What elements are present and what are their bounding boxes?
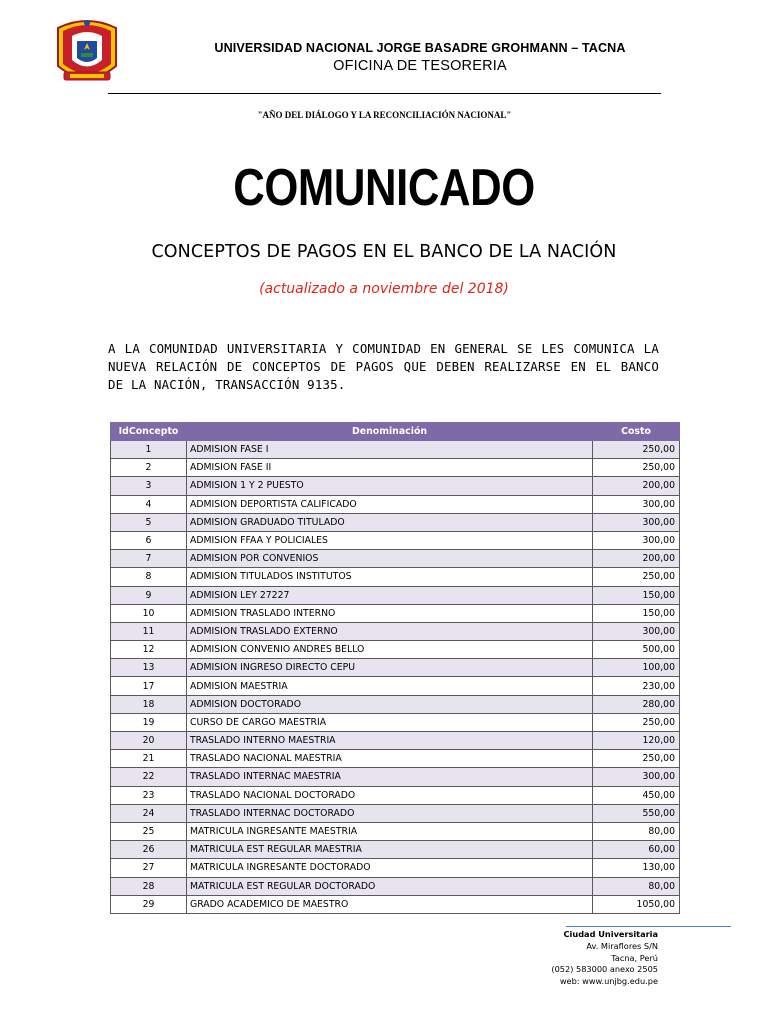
cell-name: GRADO ACADEMICO DE MAESTRO	[187, 895, 593, 913]
cell-id: 11	[111, 622, 187, 640]
cell-name: ADMISION GRADUADO TITULADO	[187, 513, 593, 531]
cell-name: ADMISION DOCTORADO	[187, 695, 593, 713]
cell-name: ADMISION POR CONVENIOS	[187, 550, 593, 568]
footer-city: Ciudad Universitaria	[563, 929, 658, 939]
footer-phone: (052) 583000 anexo 2505	[551, 964, 658, 975]
cell-id: 21	[111, 750, 187, 768]
cell-cost: 100,00	[593, 659, 680, 677]
cell-id: 5	[111, 513, 187, 531]
cell-id: 12	[111, 641, 187, 659]
cell-name: ADMISION FASE I	[187, 441, 593, 459]
table-row	[111, 659, 680, 677]
footer-address	[480, 929, 658, 988]
cell-cost: 450,00	[593, 786, 680, 804]
cell-name: ADMISION CONVENIO ANDRES BELLO	[187, 641, 593, 659]
cell-name: ADMISION TRASLADO EXTERNO	[187, 622, 593, 640]
cell-name: ADMISION LEY 27227	[187, 586, 593, 604]
year-motto: "AÑO DEL DIÁLOGO Y LA RECONCILIACIÓN NACIONAL"	[257, 110, 512, 120]
footer-location: Tacna, Perú	[611, 952, 658, 963]
cell-name: ADMISION FASE II	[187, 459, 593, 477]
cell-id: 20	[111, 732, 187, 750]
table-row	[111, 804, 680, 822]
table-row	[111, 768, 680, 786]
cell-name: TRASLADO INTERNAC DOCTORADO	[187, 804, 593, 822]
cell-id: 10	[111, 604, 187, 622]
footer-divider	[566, 926, 731, 927]
table-row	[111, 459, 680, 477]
column-header-name: Denominación	[187, 423, 593, 441]
cell-id: 9	[111, 586, 187, 604]
cell-cost: 230,00	[593, 677, 680, 695]
cell-cost: 300,00	[593, 531, 680, 549]
cell-cost: 300,00	[593, 768, 680, 786]
cell-id: 13	[111, 659, 187, 677]
cell-name: MATRICULA INGRESANTE DOCTORADO	[187, 859, 593, 877]
cell-name: MATRICULA EST REGULAR MAESTRIA	[187, 841, 593, 859]
cell-cost: 280,00	[593, 695, 680, 713]
cell-cost: 150,00	[593, 604, 680, 622]
office-name: OFICINA DE TESORERIA	[333, 58, 507, 74]
cell-id: 6	[111, 531, 187, 549]
cell-cost: 300,00	[593, 622, 680, 640]
cell-cost: 250,00	[593, 713, 680, 731]
table-row	[111, 786, 680, 804]
cell-id: 22	[111, 768, 187, 786]
cell-id: 19	[111, 713, 187, 731]
cell-cost: 250,00	[593, 441, 680, 459]
cell-name: ADMISION TITULADOS INSTITUTOS	[187, 568, 593, 586]
cell-name: TRASLADO INTERNO MAESTRIA	[187, 732, 593, 750]
cell-cost: 300,00	[593, 495, 680, 513]
announcement-paragraph: A LA COMUNIDAD UNIVERSITARIA Y COMUNIDAD EN GENERAL SE LES COMUNICA LA NUEVA RELACIÓN DE CONCEPTOS DE PAGOS QUE DEBEN REALIZARSE EN EL BANCO DE LA NACIÓN, TRANSACCIÓN 9135.	[108, 341, 659, 392]
table-row	[111, 513, 680, 531]
table-row	[111, 732, 680, 750]
cell-cost: 60,00	[593, 841, 680, 859]
header-divider	[108, 93, 661, 94]
cell-name: ADMISION INGRESO DIRECTO CEPU	[187, 659, 593, 677]
cell-id: 17	[111, 677, 187, 695]
table-row	[111, 441, 680, 459]
table-row	[111, 859, 680, 877]
cell-name: ADMISION TRASLADO INTERNO	[187, 604, 593, 622]
payment-concepts-table	[110, 422, 679, 914]
table-row	[111, 550, 680, 568]
cell-id: 26	[111, 841, 187, 859]
cell-id: 18	[111, 695, 187, 713]
table-row	[111, 877, 680, 895]
cell-cost: 130,00	[593, 859, 680, 877]
document-title: COMUNICADO	[233, 159, 535, 217]
cell-name: ADMISION FFAA Y POLICIALES	[187, 531, 593, 549]
cell-id: 1	[111, 441, 187, 459]
cell-id: 7	[111, 550, 187, 568]
cell-name: MATRICULA EST REGULAR DOCTORADO	[187, 877, 593, 895]
cell-cost: 300,00	[593, 513, 680, 531]
cell-cost: 550,00	[593, 804, 680, 822]
cell-name: ADMISION MAESTRIA	[187, 677, 593, 695]
cell-name: TRASLADO NACIONAL MAESTRIA	[187, 750, 593, 768]
table-row	[111, 622, 680, 640]
cell-name: TRASLADO NACIONAL DOCTORADO	[187, 786, 593, 804]
cell-cost: 200,00	[593, 550, 680, 568]
cell-name: MATRICULA INGRESANTE MAESTRIA	[187, 822, 593, 840]
table-header-row	[111, 423, 680, 441]
footer-street: Av. Miraflores S/N	[586, 940, 658, 951]
update-note: (actualizado a noviembre del 2018)	[259, 281, 509, 297]
table-row	[111, 495, 680, 513]
table-row	[111, 568, 680, 586]
table-row	[111, 713, 680, 731]
cell-id: 4	[111, 495, 187, 513]
table-row	[111, 822, 680, 840]
cell-name: CURSO DE CARGO MAESTRIA	[187, 713, 593, 731]
cell-id: 29	[111, 895, 187, 913]
cell-cost: 80,00	[593, 822, 680, 840]
column-header-cost: Costo	[593, 423, 680, 441]
cell-cost: 250,00	[593, 568, 680, 586]
table-row	[111, 895, 680, 913]
table-row	[111, 750, 680, 768]
table-row	[111, 641, 680, 659]
cell-id: 23	[111, 786, 187, 804]
cell-cost: 1050,00	[593, 895, 680, 913]
cell-id: 25	[111, 822, 187, 840]
table-row	[111, 695, 680, 713]
document-subtitle: CONCEPTOS DE PAGOS EN EL BANCO DE LA NACIÓN	[151, 242, 617, 262]
cell-cost: 80,00	[593, 877, 680, 895]
table-row	[111, 531, 680, 549]
university-name: UNIVERSIDAD NACIONAL JORGE BASADRE GROHMANN – TACNA	[214, 41, 626, 55]
cell-name: ADMISION DEPORTISTA CALIFICADO	[187, 495, 593, 513]
cell-name: ADMISION 1 Y 2 PUESTO	[187, 477, 593, 495]
cell-cost: 250,00	[593, 750, 680, 768]
cell-cost: 500,00	[593, 641, 680, 659]
cell-id: 28	[111, 877, 187, 895]
cell-cost: 150,00	[593, 586, 680, 604]
table-row	[111, 586, 680, 604]
cell-id: 3	[111, 477, 187, 495]
table-row	[111, 604, 680, 622]
cell-name: TRASLADO INTERNAC MAESTRIA	[187, 768, 593, 786]
footer-web: web: www.unjbg.edu.pe	[559, 976, 658, 987]
table-row	[111, 841, 680, 859]
cell-id: 2	[111, 459, 187, 477]
cell-cost: 120,00	[593, 732, 680, 750]
cell-cost: 200,00	[593, 477, 680, 495]
cell-cost: 250,00	[593, 459, 680, 477]
cell-id: 24	[111, 804, 187, 822]
column-header-id: IdConcepto	[111, 423, 187, 441]
cell-id: 8	[111, 568, 187, 586]
cell-id: 27	[111, 859, 187, 877]
table-row	[111, 677, 680, 695]
table-row	[111, 477, 680, 495]
